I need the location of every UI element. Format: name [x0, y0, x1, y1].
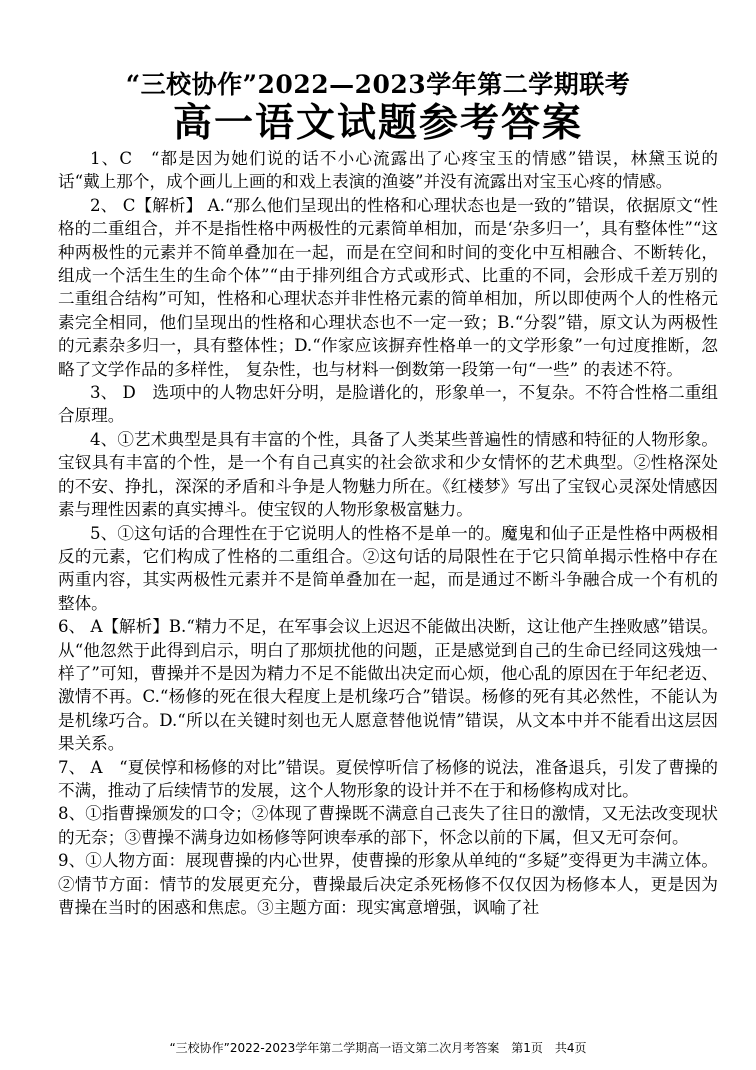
answer-item-5: 5、①这句话的合理性在于它说明人的性格不是单一的。魔鬼和仙子正是性格中两极相反的元素，它们构成了性格的二重组合。②这句话的局限性在于它只简单揭示性格中存在两重内容，其实两极性元素并不是简单叠加在一起，而是通过不断斗争融合成一个有机的整体。	[58, 523, 718, 613]
page-footer: “三校协作”2022-2023学年第二学期高一语文第二次月考答案 第1页 共4页	[169, 1041, 587, 1055]
answer-item-9: 9、①人物方面：展现曹操的内心世界，使曹操的形象从单纯的“多疑”变得更为丰满立体。②情节方面：情节的发展更充分，曹操最后决定杀死杨修不仅仅因为杨修本人，更是因为曹操在当时的困惑和焦虑。③主题方面：现实寓意增强，讽喻了社	[58, 851, 718, 917]
answer-item-6: 6、 A【解析】B.“精力不足，在军事会议上迟迟不能做出决断，这让他产生挫败感”错误。从“他忽然于此得到启示，明白了那烦扰他的问题，正是感觉到自己的生命已经同这残烛一样了”可知，曹操并不是因为精力不足不能做出决定而心烦，他心乱的原因在于年纪老迈、激情不再。C.“杨修的死在很大程度上是机缘巧合”错误。杨修的死有其必然性，不能认为是机缘巧合。D.“所以在关键时刻也无人愿意替他说情”错误，从文本中并不能看出这层因果关系。	[58, 617, 718, 754]
answer-item-4: 4、①艺术典型是具有丰富的个性，具备了人类某些普遍性的情感和特征的人物形象。宝钗具有丰富的个性，是一个有自己真实的社会欲求和少女情怀的艺术典型。②性格深处的不安、挣扎，深深的矛盾和斗争是人物魅力所在。《红楼梦》写出了宝钗心灵深处情感因素与理性因素的真实搏斗。使宝钗的人物形象极富魅力。	[58, 429, 718, 520]
answer-item-7: 7、 A “夏侯惇和杨修的对比”错误。夏侯惇听信了杨修的说法，准备退兵，引发了曹操的不满，推动了后续情节的发展，这个人物形象的设计并不在于和杨修构成对比。	[58, 757, 718, 800]
answer-item-2: 2、 C【解析】 A.“那么他们呈现出的性格和心理状态也是一致的”错误，依据原文“性格的二重组合，并不是指性格中两极性的元素简单相加，而是‘杂多归一’，具有整体性”“这种两极性的元素并不简单叠加在一起，而是在空间和时间的变化中互相融合、不断转化，组成一个活生生的生命个体”“由于排列组合方式或形式、比重的不同，会形成千差万别的二重组合结构”可知，性格和心理状态并非性格元素的简单相加，所以即使两个人的性格元素完全相同，他们呈现出的性格和心理状态也不一定一致；B.“分裂”错，原文认为两极性的元素杂多归一，具有整体性；D.“作家应该摒弃性格单一的文学形象”一句过度推断，忽略了文学作品的多样性， 复杂性，也与材料一倒数第一段第一句“一些” 的表述不符。	[58, 195, 718, 379]
answer-key-title: 高一语文试题参考答案	[172, 101, 583, 146]
answer-item-1: 1、C “都是因为她们说的话不小心流露出了心疼宝玉的情感”错误，林黛玉说的话“戴上那个，成个画儿上画的和戏上表演的渔婆”并没有流露出对宝玉心疼的情感。	[58, 149, 718, 192]
answer-item-8: 8、①指曹操颁发的口令；②体现了曹操既不满意自己丧失了往日的激情，又无法改变现状的无奈；③曹操不满身边如杨修等阿谀奉承的部下，怀念以前的下属，但又无可奈何。	[58, 804, 718, 847]
exam-title: “三校协作”2022—2023学年第二学期联考	[125, 70, 631, 99]
answer-item-3: 3、 D 选项中的人物忠奸分明，是脸谱化的，形象单一，不复杂。不符合性格二重组合原理。	[58, 383, 718, 426]
answer-content	[58, 147, 718, 919]
